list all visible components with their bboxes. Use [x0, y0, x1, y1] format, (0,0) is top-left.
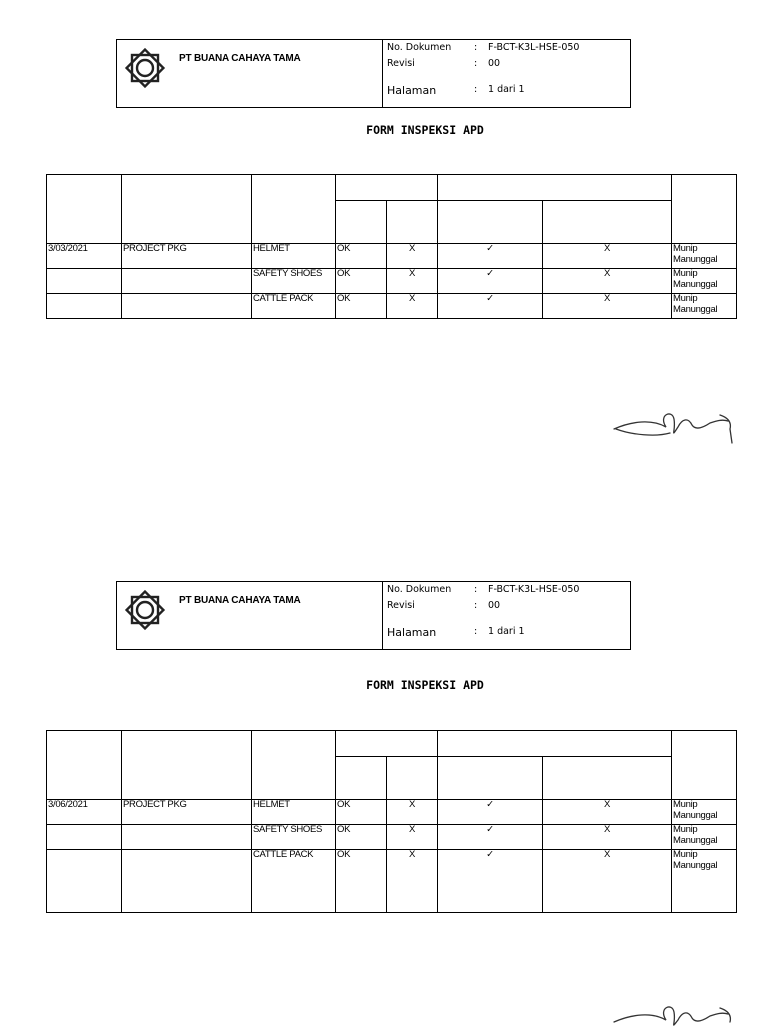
header-cell: [252, 175, 336, 244]
header-cell: [336, 175, 438, 201]
status-cell: OK: [336, 850, 387, 913]
check-cell: ✓: [438, 269, 543, 294]
status-cell: OK: [336, 244, 387, 269]
mark-cell: X: [387, 269, 438, 294]
revision-number: 00: [488, 600, 501, 611]
project-cell: PROJECT PKG: [122, 800, 252, 825]
header-cell: [252, 731, 336, 800]
inspector-cell: Munip Manunggal: [672, 244, 737, 269]
company-block: [117, 40, 383, 107]
item-cell: SAFETY SHOES: [252, 269, 336, 294]
check-cell: ✓: [438, 825, 543, 850]
table-row: [47, 294, 737, 319]
project-cell: PROJECT PKG: [122, 244, 252, 269]
status-cell: OK: [336, 800, 387, 825]
header-cell: [438, 731, 672, 757]
header-cell: [672, 731, 737, 800]
item-cell: HELMET: [252, 244, 336, 269]
company-logo-icon: [123, 588, 167, 632]
inspection-table: [46, 174, 737, 319]
inspector-cell: Munip Manunggal: [672, 825, 737, 850]
company-name: PT BUANA CAHAYA TAMA: [179, 53, 301, 64]
header-cell: [438, 175, 672, 201]
date-cell: 3/06/2021: [47, 800, 122, 825]
header-cell: [672, 175, 737, 244]
inspector-cell: Munip Manunggal: [672, 850, 737, 913]
project-cell: [122, 825, 252, 850]
table-header-row: [47, 175, 737, 201]
form-title: FORM INSPEKSI APD: [366, 678, 484, 692]
mark-cell: X: [543, 294, 672, 319]
item-cell: CATTLE PACK: [252, 850, 336, 913]
company-logo-icon: [123, 46, 167, 90]
table-row: [47, 244, 737, 269]
doc-number: F-BCT-K3L-HSE-050: [488, 42, 580, 53]
inspection-table: [46, 730, 737, 913]
signature: [612, 405, 742, 445]
mark-cell: X: [387, 850, 438, 913]
page-number: 1 dari 1: [488, 626, 525, 637]
date-cell: [47, 825, 122, 850]
date-cell: 3/03/2021: [47, 244, 122, 269]
date-cell: [47, 850, 122, 913]
table-row: [47, 825, 737, 850]
status-cell: OK: [336, 294, 387, 319]
project-cell: [122, 294, 252, 319]
check-cell: ✓: [438, 294, 543, 319]
mark-cell: X: [387, 825, 438, 850]
item-cell: SAFETY SHOES: [252, 825, 336, 850]
status-cell: OK: [336, 269, 387, 294]
status-cell: OK: [336, 825, 387, 850]
form-title: FORM INSPEKSI APD: [366, 123, 484, 137]
mark-cell: X: [543, 244, 672, 269]
item-cell: CATTLE PACK: [252, 294, 336, 319]
company-block: [117, 582, 383, 649]
table-row: [47, 269, 737, 294]
doc-number: F-BCT-K3L-HSE-050: [488, 584, 580, 595]
mark-cell: X: [543, 269, 672, 294]
mark-cell: X: [387, 294, 438, 319]
header-cell: [47, 731, 122, 800]
table-row: [47, 850, 737, 913]
header-cell: [47, 175, 122, 244]
table-row: [47, 800, 737, 825]
header-cell: [122, 731, 252, 800]
check-cell: ✓: [438, 850, 543, 913]
mark-cell: X: [543, 825, 672, 850]
item-cell: HELMET: [252, 800, 336, 825]
signature: [612, 992, 742, 1032]
header-cell: [122, 175, 252, 244]
inspector-cell: Munip Manunggal: [672, 800, 737, 825]
document-header: PT BUANA CAHAYA TAMA No. Dokumen : F-BCT-K3L-HSE-050 Revisi : 00 Halaman : 1 dari 1: [116, 581, 631, 650]
header-cell: [336, 731, 438, 757]
document-header: PT BUANA CAHAYA TAMA No. Dokumen : F-BCT-K3L-HSE-050 Revisi : 00 Halaman : 1 dari 1: [116, 39, 631, 108]
inspector-cell: Munip Manunggal: [672, 294, 737, 319]
page-number: 1 dari 1: [488, 84, 525, 95]
date-cell: [47, 294, 122, 319]
mark-cell: X: [543, 850, 672, 913]
mark-cell: X: [543, 800, 672, 825]
check-cell: ✓: [438, 800, 543, 825]
company-name: PT BUANA CAHAYA TAMA: [179, 595, 301, 606]
project-cell: [122, 850, 252, 913]
mark-cell: X: [387, 800, 438, 825]
project-cell: [122, 269, 252, 294]
table-header-row: [47, 731, 737, 757]
revision-number: 00: [488, 58, 501, 69]
date-cell: [47, 269, 122, 294]
mark-cell: X: [387, 244, 438, 269]
inspector-cell: Munip Manunggal: [672, 269, 737, 294]
check-cell: ✓: [438, 244, 543, 269]
